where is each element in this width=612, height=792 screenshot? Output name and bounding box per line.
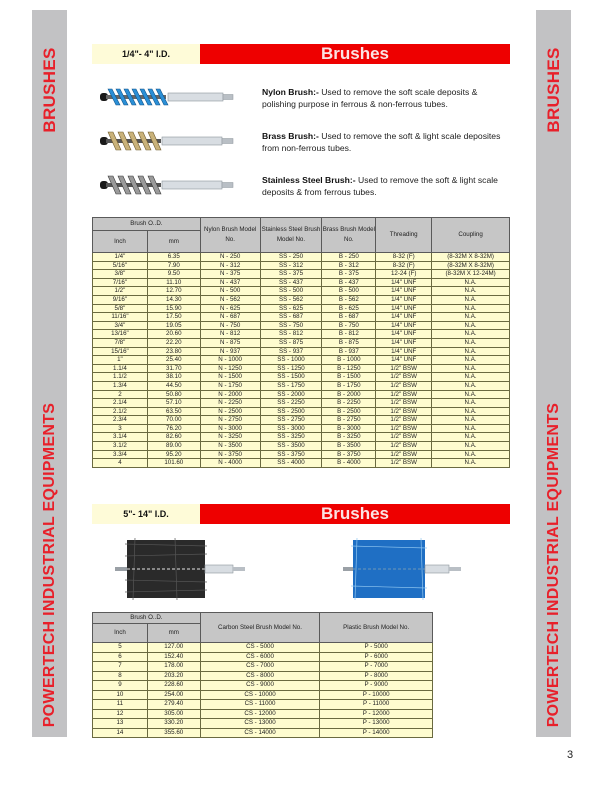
- table-cell: SS - 750: [260, 321, 322, 330]
- table-cell: 7: [93, 662, 148, 672]
- plastic-model-header: Plastic Brush Model No.: [320, 613, 433, 643]
- nylon-model-header: Nylon Brush Model No.: [200, 218, 260, 253]
- table-cell: 2: [93, 390, 148, 399]
- table-cell: 8-32 (F): [376, 261, 432, 270]
- table-cell: SS - 1500: [260, 373, 322, 382]
- table-cell: 1/4" UNF: [376, 330, 432, 339]
- table-cell: SS - 3000: [260, 424, 322, 433]
- table-cell: B - 875: [322, 338, 376, 347]
- table-row: [93, 690, 433, 700]
- table-cell: SS - 4000: [260, 459, 322, 468]
- table-cell: 1/2" BSW: [376, 416, 432, 425]
- table-cell: 1": [93, 356, 148, 365]
- table-cell: 19.05: [147, 321, 200, 330]
- table-cell: N.A.: [432, 450, 510, 459]
- brass-brush-label: Brass Brush:-: [262, 131, 319, 141]
- table-cell: N - 875: [200, 338, 260, 347]
- table-row: [93, 450, 510, 459]
- table-cell: N - 375: [200, 270, 260, 279]
- table-cell: 1/2" BSW: [376, 450, 432, 459]
- table-cell: N.A.: [432, 313, 510, 322]
- table-cell: P - 14000: [320, 728, 433, 738]
- large-brush-spec-table: [92, 612, 433, 738]
- table-cell: 1/2" BSW: [376, 424, 432, 433]
- table-cell: 3.1/4: [93, 433, 148, 442]
- table-cell: 1/4" UNF: [376, 287, 432, 296]
- table-cell: P - 11000: [320, 700, 433, 710]
- table-cell: N - 1000: [200, 356, 260, 365]
- table-cell: B - 250: [322, 253, 376, 262]
- table-cell: 6: [93, 652, 148, 662]
- table-cell: 5/16": [93, 261, 148, 270]
- table-cell: B - 2250: [322, 399, 376, 408]
- table-cell: B - 937: [322, 347, 376, 356]
- table-cell: N.A.: [432, 381, 510, 390]
- table-cell: 1/2" BSW: [376, 381, 432, 390]
- table-cell: 7/8": [93, 338, 148, 347]
- table-cell: B - 2500: [322, 407, 376, 416]
- table-cell: CS - 7000: [200, 662, 320, 672]
- table-cell: CS - 8000: [200, 671, 320, 681]
- table-cell: N.A.: [432, 364, 510, 373]
- stainless-model-header: Stainless Steel Brush Model No.: [260, 218, 322, 253]
- table-cell: SS - 2500: [260, 407, 322, 416]
- stainless-brush-description: [262, 174, 512, 198]
- table-cell: P - 6000: [320, 652, 433, 662]
- table-cell: 14.30: [147, 295, 200, 304]
- table-cell: 2.1/4: [93, 399, 148, 408]
- table-cell: 17.50: [147, 313, 200, 322]
- table-cell: CS - 14000: [200, 728, 320, 738]
- table-row: [93, 287, 510, 296]
- table-row: [93, 399, 510, 408]
- table-cell: SS - 875: [260, 338, 322, 347]
- table-cell: N.A.: [432, 459, 510, 468]
- table-cell: 1/4": [93, 253, 148, 262]
- carbon-steel-brush-image: [115, 536, 250, 602]
- table-row: [93, 347, 510, 356]
- table-cell: 44.50: [147, 381, 200, 390]
- table-cell: 1/2" BSW: [376, 442, 432, 451]
- table-cell: B - 687: [322, 313, 376, 322]
- table-cell: 1/4" UNF: [376, 304, 432, 313]
- table-cell: (8-32M X 8-32M): [432, 261, 510, 270]
- table-cell: 10: [93, 690, 148, 700]
- table-cell: B - 1750: [322, 381, 376, 390]
- section-header-large-brushes: [92, 504, 510, 524]
- table-row: [93, 416, 510, 425]
- table-cell: N - 3250: [200, 433, 260, 442]
- table-cell: 127.00: [147, 643, 200, 653]
- table-cell: P - 10000: [320, 690, 433, 700]
- table-cell: 22.20: [147, 338, 200, 347]
- table-cell: N - 3500: [200, 442, 260, 451]
- nylon-brush-image: [100, 86, 245, 108]
- table-cell: SS - 687: [260, 313, 322, 322]
- table-cell: P - 7000: [320, 662, 433, 672]
- table-cell: B - 3750: [322, 450, 376, 459]
- table-cell: 7.90: [147, 261, 200, 270]
- table-cell: N.A.: [432, 330, 510, 339]
- table-cell: 63.50: [147, 407, 200, 416]
- table-row: [93, 700, 433, 710]
- table-cell: N.A.: [432, 442, 510, 451]
- sidebar-brushes-label: BRUSHES: [39, 47, 59, 133]
- table-row: [93, 321, 510, 330]
- brass-model-header: Brass Brush Model No.: [322, 218, 376, 253]
- table-cell: N - 2750: [200, 416, 260, 425]
- size-range-label: 5"- 14" I.D.: [92, 504, 200, 524]
- table-cell: 6.35: [147, 253, 200, 262]
- table-cell: N.A.: [432, 390, 510, 399]
- table-cell: N.A.: [432, 287, 510, 296]
- table-cell: 3: [93, 424, 148, 433]
- table-cell: CS - 9000: [200, 681, 320, 691]
- table-cell: CS - 5000: [200, 643, 320, 653]
- table-cell: 15/16": [93, 347, 148, 356]
- table-cell: 11.10: [147, 278, 200, 287]
- table-cell: N.A.: [432, 416, 510, 425]
- brass-brush-text: Used to remove the soft & light scale deposites from non-ferrous tubes.: [262, 131, 501, 153]
- table-cell: SS - 3250: [260, 433, 322, 442]
- table-row: [93, 373, 510, 382]
- table-cell: SS - 500: [260, 287, 322, 296]
- table-row: [93, 433, 510, 442]
- table-cell: 1/2" BSW: [376, 433, 432, 442]
- section-title: Brushes: [200, 504, 510, 524]
- table-cell: N - 750: [200, 321, 260, 330]
- mm-header: mm: [147, 624, 200, 643]
- size-range-label: 1/4"- 4" I.D.: [92, 44, 200, 64]
- table-cell: 152.40: [147, 652, 200, 662]
- table-row: [93, 253, 510, 262]
- right-sidebar: [536, 10, 571, 737]
- table-cell: N - 2250: [200, 399, 260, 408]
- table-cell: P - 9000: [320, 681, 433, 691]
- table-cell: B - 1500: [322, 373, 376, 382]
- table-row: [93, 662, 433, 672]
- table-cell: 50.80: [147, 390, 200, 399]
- table-cell: B - 3500: [322, 442, 376, 451]
- table-cell: 1/4" UNF: [376, 278, 432, 287]
- table-cell: 9.50: [147, 270, 200, 279]
- table-cell: 5/8": [93, 304, 148, 313]
- table-cell: CS - 10000: [200, 690, 320, 700]
- table-row: [93, 728, 433, 738]
- table-cell: SS - 1000: [260, 356, 322, 365]
- table-cell: 305.00: [147, 709, 200, 719]
- table-cell: N - 4000: [200, 459, 260, 468]
- table-cell: 3.1/2: [93, 442, 148, 451]
- table-cell: 1/2" BSW: [376, 399, 432, 408]
- table-cell: 1.1/2: [93, 373, 148, 382]
- brass-brush-image: [100, 130, 245, 152]
- table-cell: B - 3000: [322, 424, 376, 433]
- table-cell: N.A.: [432, 424, 510, 433]
- table-row: [93, 407, 510, 416]
- table-cell: 11/16": [93, 313, 148, 322]
- table-cell: N.A.: [432, 295, 510, 304]
- table-row: [93, 390, 510, 399]
- table-cell: N.A.: [432, 433, 510, 442]
- table-cell: N.A.: [432, 278, 510, 287]
- table-cell: N - 500: [200, 287, 260, 296]
- stainless-brush-label: Stainless Steel Brush:-: [262, 175, 356, 185]
- table-cell: 31.70: [147, 364, 200, 373]
- table-cell: B - 2750: [322, 416, 376, 425]
- table-cell: 2.3/4: [93, 416, 148, 425]
- table-cell: 12: [93, 709, 148, 719]
- table-row: [93, 719, 433, 729]
- table-cell: SS - 562: [260, 295, 322, 304]
- table-cell: B - 750: [322, 321, 376, 330]
- table-cell: 3.3/4: [93, 450, 148, 459]
- table-row: [93, 381, 510, 390]
- table-cell: P - 5000: [320, 643, 433, 653]
- table-row: [93, 681, 433, 691]
- table-row: [93, 671, 433, 681]
- table-cell: N - 3000: [200, 424, 260, 433]
- table-cell: 3/8": [93, 270, 148, 279]
- table-cell: 57.10: [147, 399, 200, 408]
- table-cell: 13/16": [93, 330, 148, 339]
- table-cell: 4: [93, 459, 148, 468]
- table-cell: (8-32M X 12-24M): [432, 270, 510, 279]
- table-cell: 101.60: [147, 459, 200, 468]
- table-cell: SS - 3500: [260, 442, 322, 451]
- table-cell: 1.1/4: [93, 364, 148, 373]
- table-cell: CS - 13000: [200, 719, 320, 729]
- table-row: [93, 356, 510, 365]
- table-cell: 12-24 (F): [376, 270, 432, 279]
- table-cell: 1/4" UNF: [376, 313, 432, 322]
- table-cell: SS - 3750: [260, 450, 322, 459]
- stainless-brush-text: Used to remove the soft & light scale deposits & from ferrous tubes.: [262, 175, 498, 197]
- threading-header: Threading: [376, 218, 432, 253]
- table-cell: 89.00: [147, 442, 200, 451]
- table-cell: 1.3/4: [93, 381, 148, 390]
- table-cell: N.A.: [432, 373, 510, 382]
- table-cell: SS - 437: [260, 278, 322, 287]
- table-cell: SS - 812: [260, 330, 322, 339]
- table-row: [93, 442, 510, 451]
- table-cell: 7/16": [93, 278, 148, 287]
- table-cell: 1/2" BSW: [376, 459, 432, 468]
- table-cell: N - 3750: [200, 450, 260, 459]
- table-cell: N - 562: [200, 295, 260, 304]
- table-cell: B - 4000: [322, 459, 376, 468]
- table-cell: P - 8000: [320, 671, 433, 681]
- table-cell: CS - 12000: [200, 709, 320, 719]
- table-cell: 8-32 (F): [376, 253, 432, 262]
- table-cell: N - 687: [200, 313, 260, 322]
- table-cell: P - 13000: [320, 719, 433, 729]
- table-row: [93, 338, 510, 347]
- table-cell: N.A.: [432, 304, 510, 313]
- table-cell: N - 437: [200, 278, 260, 287]
- sidebar-company-label: POWERTECH INDUSTRIAL EQUIPMENTS: [40, 402, 58, 728]
- table-cell: SS - 250: [260, 253, 322, 262]
- table-row: [93, 459, 510, 468]
- table-row: [93, 330, 510, 339]
- table-cell: 95.20: [147, 450, 200, 459]
- table-cell: N - 2500: [200, 407, 260, 416]
- table-cell: 254.00: [147, 690, 200, 700]
- table-cell: B - 3250: [322, 433, 376, 442]
- table-cell: 279.40: [147, 700, 200, 710]
- table-row: [93, 304, 510, 313]
- table-cell: SS - 375: [260, 270, 322, 279]
- table-row: [93, 270, 510, 279]
- table-cell: 2.1/2: [93, 407, 148, 416]
- table-row: [93, 278, 510, 287]
- table-cell: 1/2" BSW: [376, 364, 432, 373]
- table-cell: (8-32M X 8-32M): [432, 253, 510, 262]
- table-cell: SS - 2250: [260, 399, 322, 408]
- brass-brush-description: [262, 130, 512, 154]
- stainless-steel-brush-image: [100, 174, 245, 196]
- nylon-brush-description: [262, 86, 512, 110]
- page-number: 3: [567, 749, 574, 761]
- table-cell: 228.60: [147, 681, 200, 691]
- table-cell: 9: [93, 681, 148, 691]
- table-cell: B - 2000: [322, 390, 376, 399]
- table-cell: N - 312: [200, 261, 260, 270]
- sidebar-company-label: POWERTECH INDUSTRIAL EQUIPMENTS: [544, 402, 562, 728]
- table-cell: 1/4" UNF: [376, 321, 432, 330]
- table-row: [93, 364, 510, 373]
- table-cell: SS - 312: [260, 261, 322, 270]
- table-cell: N.A.: [432, 347, 510, 356]
- table-cell: N - 625: [200, 304, 260, 313]
- small-brush-spec-table: [92, 217, 510, 468]
- table-cell: SS - 2750: [260, 416, 322, 425]
- table-cell: CS - 6000: [200, 652, 320, 662]
- table-cell: 1/4" UNF: [376, 338, 432, 347]
- table-cell: N - 1250: [200, 364, 260, 373]
- table-cell: N - 1750: [200, 381, 260, 390]
- table-cell: B - 562: [322, 295, 376, 304]
- table-cell: B - 375: [322, 270, 376, 279]
- table-row: [93, 261, 510, 270]
- table-cell: 1/4" UNF: [376, 295, 432, 304]
- table-cell: 82.60: [147, 433, 200, 442]
- carbon-steel-model-header: Carbon Steel Brush Model No.: [200, 613, 320, 643]
- table-cell: 178.00: [147, 662, 200, 672]
- table-cell: 14: [93, 728, 148, 738]
- table-cell: 1/2" BSW: [376, 390, 432, 399]
- left-sidebar: [32, 10, 67, 737]
- table-cell: N - 1500: [200, 373, 260, 382]
- table-cell: 3/4": [93, 321, 148, 330]
- nylon-brush-label: Nylon Brush:-: [262, 87, 319, 97]
- table-cell: 1/4" UNF: [376, 347, 432, 356]
- table-cell: B - 812: [322, 330, 376, 339]
- inch-header: Inch: [93, 624, 148, 643]
- table-cell: SS - 2000: [260, 390, 322, 399]
- table-row: [93, 424, 510, 433]
- table-cell: SS - 937: [260, 347, 322, 356]
- table-cell: B - 500: [322, 287, 376, 296]
- table-cell: 1/2": [93, 287, 148, 296]
- table-cell: 25.40: [147, 356, 200, 365]
- table-cell: N.A.: [432, 399, 510, 408]
- table-cell: N - 937: [200, 347, 260, 356]
- table-cell: 20.60: [147, 330, 200, 339]
- brush-od-header: Brush O..D.: [93, 218, 201, 231]
- table-row: [93, 643, 433, 653]
- table-cell: N - 250: [200, 253, 260, 262]
- section-title: Brushes: [200, 44, 510, 64]
- table-cell: N.A.: [432, 321, 510, 330]
- table-cell: 203.20: [147, 671, 200, 681]
- coupling-header: Coupling: [432, 218, 510, 253]
- table-cell: 11: [93, 700, 148, 710]
- table-cell: 8: [93, 671, 148, 681]
- table-cell: N - 2000: [200, 390, 260, 399]
- section-header-small-brushes: [92, 44, 510, 64]
- table-cell: 9/16": [93, 295, 148, 304]
- table-cell: SS - 625: [260, 304, 322, 313]
- table-cell: 355.60: [147, 728, 200, 738]
- table-cell: B - 625: [322, 304, 376, 313]
- table-row: [93, 652, 433, 662]
- table-cell: SS - 1750: [260, 381, 322, 390]
- table-cell: B - 437: [322, 278, 376, 287]
- table-cell: P - 12000: [320, 709, 433, 719]
- table-cell: 23.80: [147, 347, 200, 356]
- table-cell: CS - 11000: [200, 700, 320, 710]
- table-row: [93, 313, 510, 322]
- table-cell: 1/2" BSW: [376, 373, 432, 382]
- table-cell: N.A.: [432, 407, 510, 416]
- table-row: [93, 295, 510, 304]
- table-cell: B - 1250: [322, 364, 376, 373]
- brush-od-header: Brush O..D.: [93, 613, 201, 624]
- table-cell: 15.90: [147, 304, 200, 313]
- plastic-brush-image: [343, 536, 468, 602]
- sidebar-brushes-label: BRUSHES: [543, 47, 563, 133]
- table-cell: 330.20: [147, 719, 200, 729]
- table-cell: 12.70: [147, 287, 200, 296]
- table-cell: SS - 1250: [260, 364, 322, 373]
- table-cell: 5: [93, 643, 148, 653]
- mm-header: mm: [147, 231, 200, 253]
- table-cell: 13: [93, 719, 148, 729]
- table-row: [93, 709, 433, 719]
- table-cell: B - 312: [322, 261, 376, 270]
- table-cell: 76.20: [147, 424, 200, 433]
- nylon-brush-text: Used to remove the soft scale deposits & polishing purpose in ferrous & non-ferrous tubes.: [262, 87, 478, 109]
- table-cell: 1/4" UNF: [376, 356, 432, 365]
- inch-header: Inch: [93, 231, 148, 253]
- table-cell: B - 1000: [322, 356, 376, 365]
- table-cell: N.A.: [432, 338, 510, 347]
- table-cell: N - 812: [200, 330, 260, 339]
- table-cell: 38.10: [147, 373, 200, 382]
- table-cell: N.A.: [432, 356, 510, 365]
- table-cell: 70.00: [147, 416, 200, 425]
- table-cell: 1/2" BSW: [376, 407, 432, 416]
